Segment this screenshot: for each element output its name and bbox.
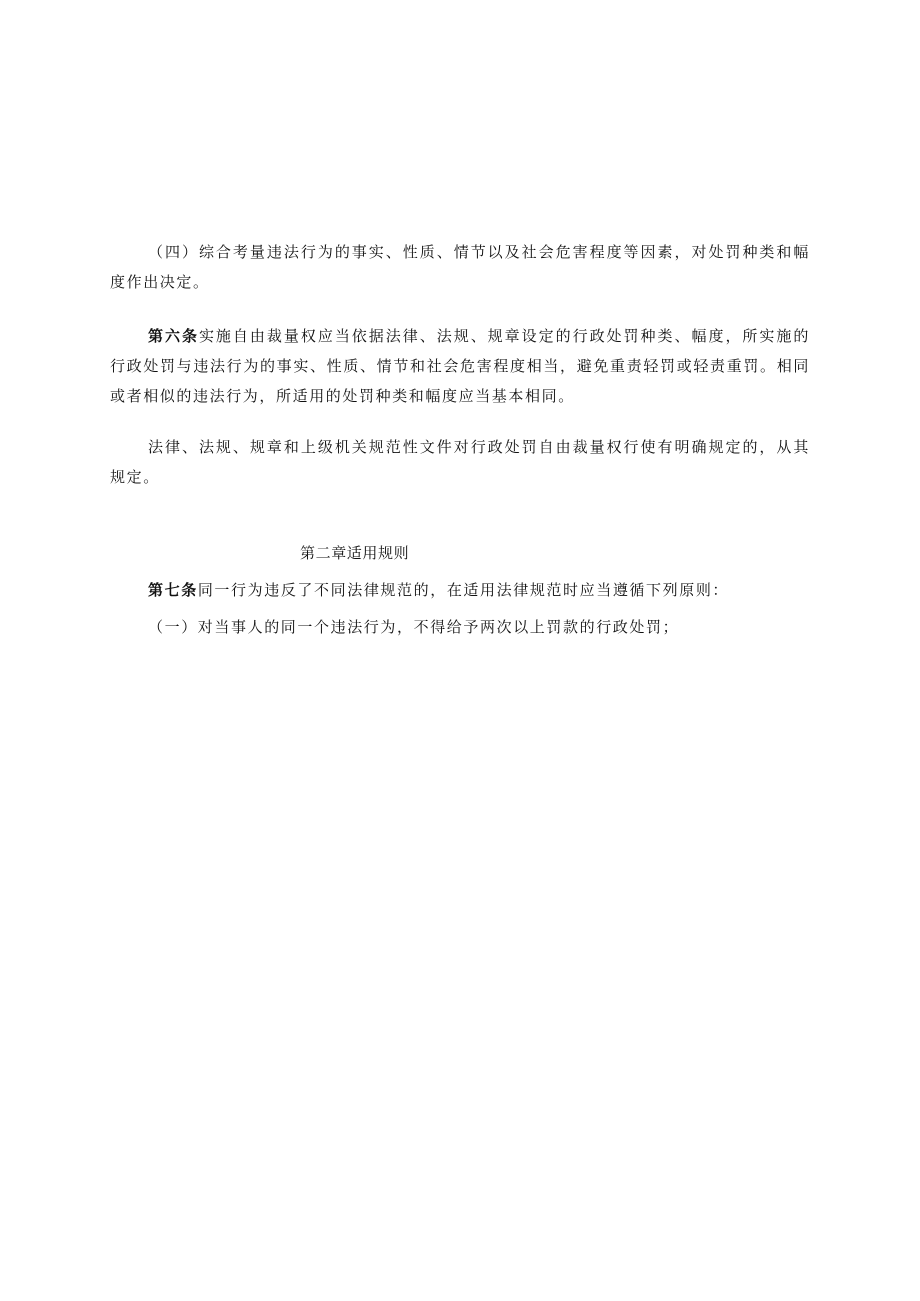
article-seven-text: 同一行为违反了不同法律规范的，在适用法律规范时应当遵循下列原则：	[197, 581, 730, 599]
paragraph-article-six	[110, 321, 810, 411]
paragraph-item-one	[110, 612, 810, 642]
paragraph-article-seven	[110, 575, 810, 605]
article-six-second-text: 法律、法规、规章和上级机关规范性文件对行政处罚自由裁量权行使有明确规定的，从其规定。	[110, 438, 810, 486]
paragraph-item-four	[110, 237, 810, 297]
item-one-text: （一）对当事人的同一个违法行为，不得给予两次以上罚款的行政处罚；	[148, 618, 680, 636]
paragraph-article-six-second	[110, 432, 810, 492]
item-four-text: （四）综合考量违法行为的事实、性质、情节以及社会危害程度等因素，对处罚种类和幅度作出决定。	[110, 243, 810, 291]
article-six-heading: 第六条	[148, 327, 199, 345]
article-seven-heading: 第七条	[148, 581, 198, 599]
article-six-text: 实施自由裁量权应当依据法律、法规、规章设定的行政处罚种类、幅度，所实施的行政处罚与违法行为的事实、性质、情节和社会危害程度相当，避免重责轻罚或轻责重罚。相同或者相似的违法行为，所适用的处罚种类和幅度应当基本相同。	[110, 327, 810, 405]
chapter-title: 第二章适用规则	[300, 544, 410, 562]
